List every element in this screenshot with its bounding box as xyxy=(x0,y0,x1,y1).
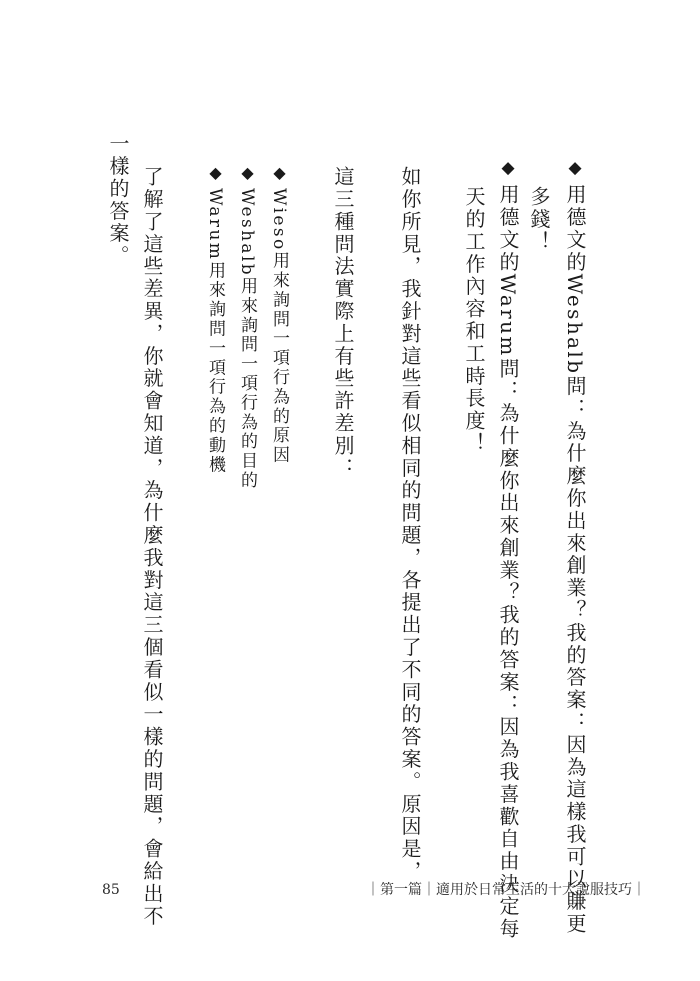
text-line: 多錢！ xyxy=(527,186,551,254)
bullet-warum xyxy=(206,163,223,475)
text-line: 天的工作內容和工時長度！ xyxy=(462,186,486,455)
text-line: 用德文的Weshalb問：為什麼你出來創業？我的答案：因為這樣我可以賺更 xyxy=(563,184,587,936)
diamond-bullet-icon: ◆ xyxy=(498,158,518,184)
text-line: Wieso用來詢問一項行為的原因 xyxy=(269,188,289,466)
text-line: 如你所見，我針對這些看似相同的問題，各提出了不同的答案。原因是， xyxy=(398,166,422,883)
bullet-weshalb xyxy=(238,163,255,490)
diamond-bullet-icon: ◆ xyxy=(206,163,225,188)
paragraph-warum-bullet xyxy=(498,158,518,940)
text-line: 這三種問法實際上有些許差別： xyxy=(331,166,355,480)
diamond-bullet-icon: ◆ xyxy=(238,163,257,188)
text-line: 了解了這些差異，你就會知道，為什麼我對這三個看似一樣的問題，會給出不 xyxy=(140,166,164,928)
paragraph-as-you-see xyxy=(400,166,420,883)
paragraph-three-questions xyxy=(333,166,353,480)
paragraph-weshalb-bullet xyxy=(565,158,585,935)
bullet-wieso xyxy=(270,163,287,465)
text-line: Weshalb用來詢問一項行為的目的 xyxy=(237,188,257,491)
diamond-bullet-icon: ◆ xyxy=(565,158,585,184)
paragraph-warum-continuation xyxy=(464,186,484,455)
paragraph-weshalb-continuation xyxy=(529,186,549,253)
text-line: Warum用來詢問一項行為的動機 xyxy=(205,188,225,475)
text-line: 用德文的Warum問：為什麼你出來創業？我的答案：因為我喜歡自由決定每 xyxy=(496,184,520,941)
paragraph-conclusion xyxy=(142,166,162,928)
paragraph-conclusion-continuation xyxy=(108,133,128,267)
running-head: ｜第一篇｜適用於日常生活的十大說服技巧｜ xyxy=(366,882,646,898)
text-line: 一樣的答案。 xyxy=(106,133,130,268)
diamond-bullet-icon: ◆ xyxy=(270,163,289,188)
page-number: 85 xyxy=(102,882,120,898)
